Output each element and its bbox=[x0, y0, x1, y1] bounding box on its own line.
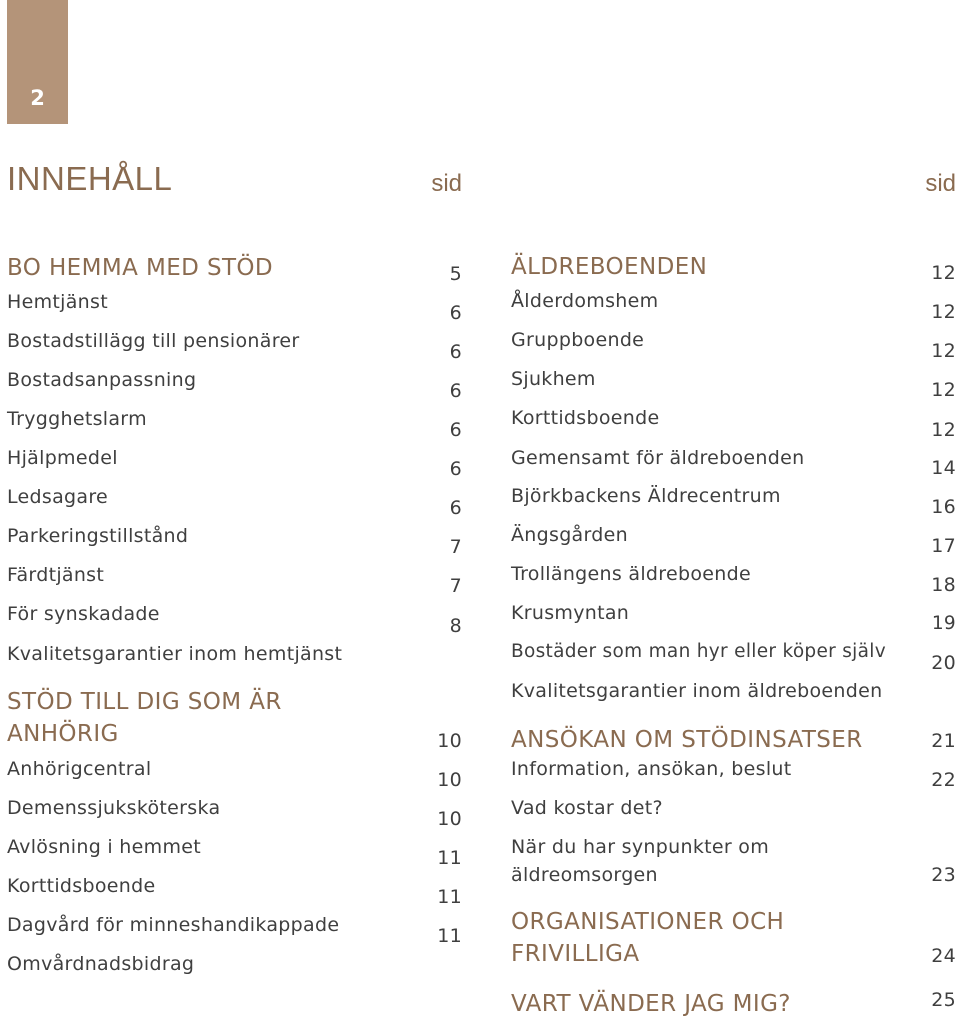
section-heading-aldreboenden: ÄLDREBOENDEN bbox=[511, 254, 708, 280]
toc-entry-page: 18 bbox=[931, 574, 956, 596]
toc-entry-page: 7 bbox=[449, 575, 462, 597]
toc-entry-label: När du har synpunkter om bbox=[511, 836, 770, 858]
toc-entry-page: 6 bbox=[449, 302, 462, 324]
toc-entry-label: Ängsgården bbox=[511, 524, 628, 546]
sid-label-left: sid bbox=[431, 170, 462, 197]
toc-entry-page: 6 bbox=[449, 419, 462, 441]
toc-entry-label: Gemensamt för äldreboenden bbox=[511, 447, 805, 469]
toc-entry-page: 6 bbox=[449, 458, 462, 480]
toc-entry-page: 10 bbox=[437, 808, 462, 830]
toc-entry-label: Färdtjänst bbox=[7, 564, 105, 586]
sid-label-right: sid bbox=[925, 170, 956, 197]
toc-entry-label: Ledsagare bbox=[7, 486, 109, 508]
toc-entry-page: 17 bbox=[931, 535, 956, 557]
section-heading-anhorig-line2: ANHÖRIG bbox=[7, 721, 119, 747]
toc-entry-label: Information, ansökan, beslut bbox=[511, 758, 792, 780]
toc-entry-label: Korttidsboende bbox=[511, 407, 660, 429]
toc-entry-page: 12 bbox=[931, 301, 956, 323]
toc-entry-page: 11 bbox=[437, 925, 462, 947]
toc-entry-label: Bostadsanpassning bbox=[7, 369, 197, 391]
toc-entry-label: Vad kostar det? bbox=[511, 797, 663, 819]
toc-entry-label: Kvalitetsgarantier inom äldreboenden bbox=[511, 680, 883, 702]
toc-entry-label: Hemtjänst bbox=[7, 291, 108, 313]
toc-entry-page: 16 bbox=[931, 496, 956, 518]
toc-entry-page: 12 bbox=[931, 379, 956, 401]
toc-entry-page: 8 bbox=[449, 615, 462, 637]
toc-entry-page: 20 bbox=[931, 652, 956, 674]
section-heading-anhorig-line1: STÖD TILL DIG SOM ÄR bbox=[7, 689, 282, 715]
toc-entry-page: 21 bbox=[931, 730, 956, 752]
toc-entry-page: 6 bbox=[449, 497, 462, 519]
toc-entry-label: Gruppboende bbox=[511, 329, 645, 351]
toc-entry-label: För synskadade bbox=[7, 603, 160, 625]
toc-entry-label: Hjälpmedel bbox=[7, 447, 118, 469]
toc-entry-page: 12 bbox=[931, 419, 956, 441]
toc-entry-page: 10 bbox=[437, 769, 462, 791]
toc-entry-page: 10 bbox=[437, 730, 462, 752]
toc-entry-page: 23 bbox=[931, 864, 956, 886]
page-title: INNEHÅLL bbox=[7, 160, 173, 197]
toc-entry-label: Demenssjuksköterska bbox=[7, 797, 221, 819]
toc-entry-label: Parkeringstillstånd bbox=[7, 525, 189, 547]
section-heading-ansokan: ANSÖKAN OM STÖDINSATSER bbox=[511, 727, 863, 753]
toc-entry-page: 24 bbox=[931, 945, 956, 967]
toc-entry-page: 19 bbox=[931, 613, 956, 634]
toc-entry-label: Dagvård för minneshandikappade bbox=[7, 914, 340, 936]
toc-entry-page: 6 bbox=[449, 341, 462, 363]
toc-entry-label: Omvårdnadsbidrag bbox=[7, 953, 195, 975]
toc-entry-vart[interactable] bbox=[511, 988, 956, 1020]
section-heading-vart: VART VÄNDER JAG MIG? bbox=[511, 991, 791, 1017]
section-heading-bo-hemma: BO HEMMA MED STÖD bbox=[7, 255, 274, 281]
toc-entry-page: 6 bbox=[449, 380, 462, 402]
toc-entry-page: 12 bbox=[931, 262, 956, 284]
toc-entry-label: Avlösning i hemmet bbox=[7, 836, 201, 858]
section-heading-organisationer-line2: FRIVILLIGA bbox=[511, 941, 640, 967]
toc-entry-label: Ålderdomshem bbox=[511, 290, 659, 312]
toc-entry-page: 14 bbox=[931, 457, 956, 479]
toc-entry-synpunkter[interactable] bbox=[511, 833, 956, 889]
toc-entry-label: Bostäder som man hyr eller köper själv bbox=[511, 641, 886, 662]
toc-entry-organisationer[interactable] bbox=[511, 938, 956, 970]
toc-entry-label: Sjukhem bbox=[511, 368, 596, 390]
toc-entry-page: 5 bbox=[449, 263, 462, 285]
toc-entry-page: 12 bbox=[931, 340, 956, 362]
toc-entry-page: 11 bbox=[437, 886, 462, 908]
page-number: 2 bbox=[30, 86, 45, 110]
toc-entry-label: Korttidsboende bbox=[7, 875, 156, 897]
toc-entry-label: Anhörigcentral bbox=[7, 758, 152, 780]
toc-entry-label: Trygghetslarm bbox=[7, 408, 147, 430]
toc-entry-label: Trollängens äldreboende bbox=[511, 563, 751, 585]
toc-right-column bbox=[511, 0, 956, 1016]
toc-entry-page: 22 bbox=[931, 769, 956, 791]
toc-left-column bbox=[7, 0, 462, 1016]
toc-entry-page: 25 bbox=[931, 989, 956, 1011]
toc-entry-page: 11 bbox=[437, 847, 462, 869]
toc-entry-page: 7 bbox=[449, 536, 462, 558]
toc-entry-label: Kvalitetsgarantier inom hemtjänst bbox=[7, 643, 343, 665]
toc-entry-label-continued: äldreomsorgen bbox=[511, 864, 658, 886]
section-heading-organisationer-line1: ORGANISATIONER OCH bbox=[511, 909, 785, 935]
toc-entry-label: Björkbackens Äldrecentrum bbox=[511, 485, 781, 507]
toc-entry-label: Krusmyntan bbox=[511, 602, 630, 624]
toc-entry-label: Bostadstillägg till pensionärer bbox=[7, 330, 300, 352]
